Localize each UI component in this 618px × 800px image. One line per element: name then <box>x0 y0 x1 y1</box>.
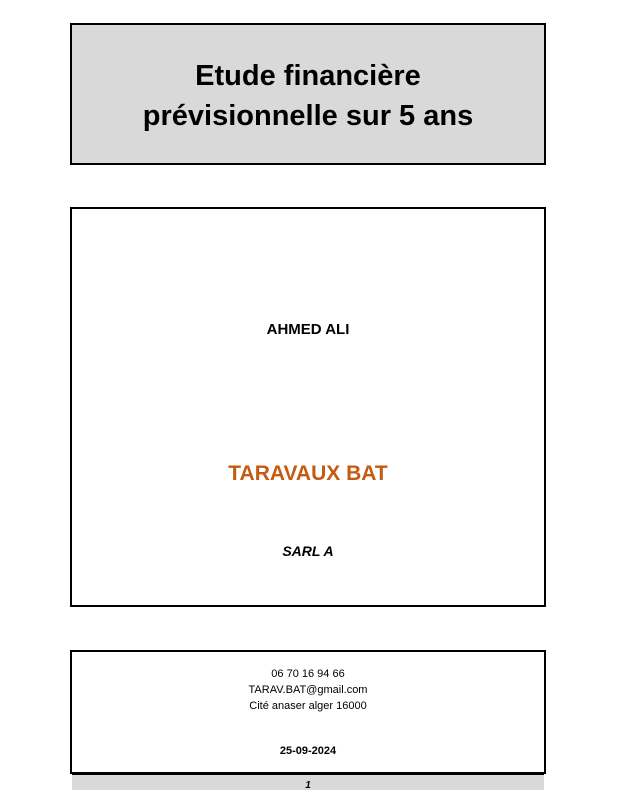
company-name: TARAVAUX BAT <box>228 462 388 485</box>
document-date: 25-09-2024 <box>279 745 337 757</box>
page-footer <box>72 774 544 790</box>
email-address: TARAV.BAT@gmail.com <box>248 684 368 696</box>
contact-box <box>70 650 546 774</box>
company-box <box>70 207 546 607</box>
title-box <box>70 23 546 165</box>
phone-number: 06 70 16 94 66 <box>271 668 345 680</box>
document-title <box>143 52 473 136</box>
postal-address: Cité anaser alger 16000 <box>249 700 367 712</box>
document-title-line-1: Etude financière <box>195 60 421 92</box>
document-title-line-2: prévisionnelle sur 5 ans <box>142 100 474 132</box>
page-number: 1 <box>305 780 311 791</box>
legal-form: SARL A <box>282 543 334 559</box>
owner-name: AHMED ALI <box>266 321 350 338</box>
